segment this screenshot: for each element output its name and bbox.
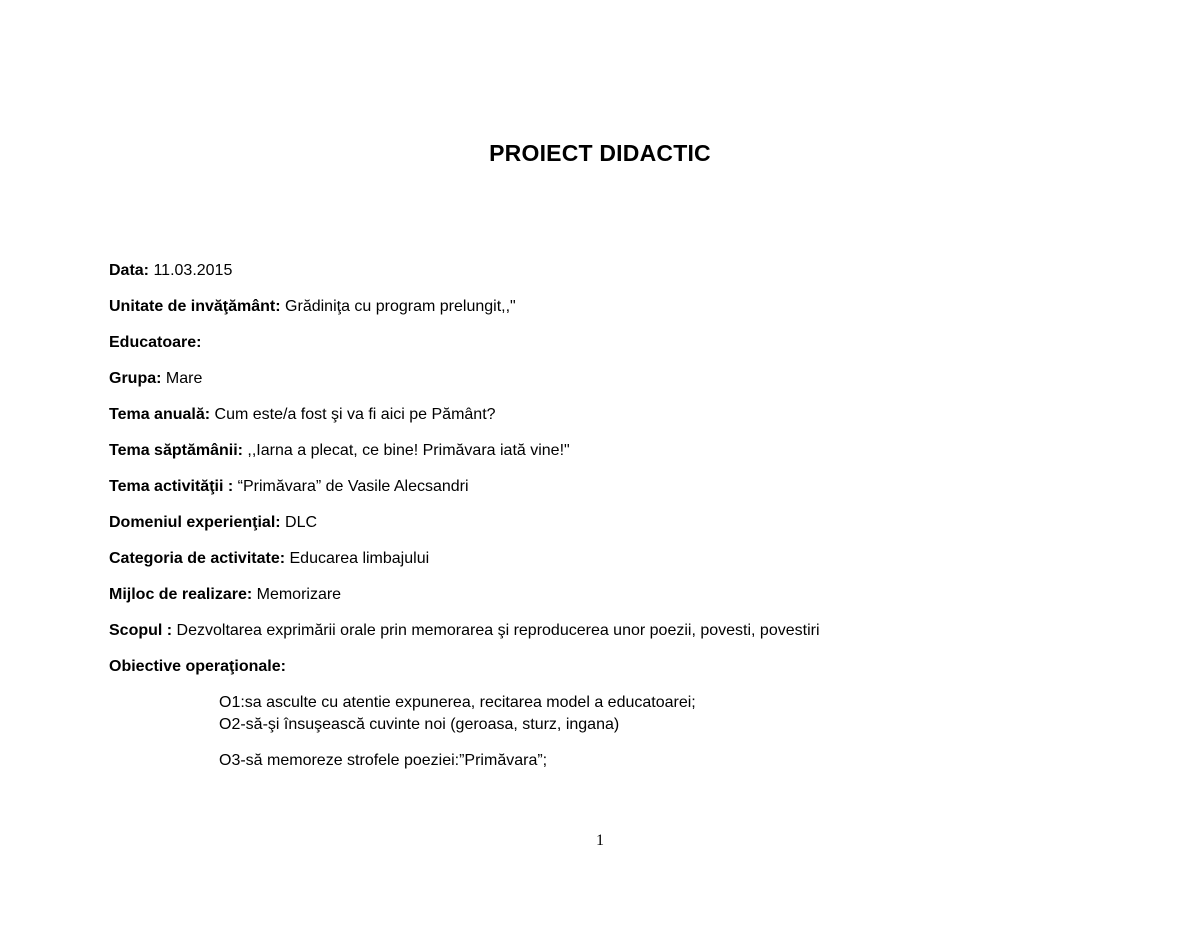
field-unitate <box>109 296 1109 318</box>
field-value: Dezvoltarea exprimării orale prin memorarea şi reproducerea unor poezii, povesti, povestiri <box>172 622 820 639</box>
field-label: Scopul : <box>109 622 173 639</box>
field-label: Tema anuală: <box>109 406 211 423</box>
objective-item: O1:sa asculte cu atentie expunerea, recitarea model a educatoarei; <box>219 694 696 711</box>
field-label: Mijloc de realizare: <box>109 586 253 603</box>
field-label: Categoria de activitate: <box>109 550 286 567</box>
field-data <box>109 260 1109 282</box>
field-value: Educarea limbajului <box>285 550 430 567</box>
field-value: Memorizare <box>252 586 342 603</box>
field-obiective <box>109 656 1109 678</box>
field-value: Mare <box>161 370 203 387</box>
document-title: PROIECT DIDACTIC <box>489 140 711 166</box>
field-label: Data: <box>109 262 150 279</box>
field-grupa <box>109 368 1109 390</box>
field-label: Obiective operaţionale: <box>109 658 286 675</box>
field-tema-anuala <box>109 404 1109 426</box>
field-value: “Primăvara” de Vasile Alecsandri <box>233 478 469 495</box>
field-label: Educatoare: <box>109 334 202 351</box>
field-label: Grupa: <box>109 370 162 387</box>
field-value: Grădiniţa cu program prelungit,," <box>280 298 516 315</box>
field-tema-activitatii <box>109 476 1109 498</box>
page-number: 1 <box>596 832 604 849</box>
field-educatoare <box>109 332 1109 354</box>
field-value: 11.03.2015 <box>149 262 233 279</box>
field-label: Domeniul experienţial: <box>109 514 281 531</box>
field-categoria <box>109 548 1109 570</box>
field-mijloc <box>109 584 1109 606</box>
field-domeniul <box>109 512 1109 534</box>
field-scopul <box>109 620 1109 642</box>
field-value: ,,Iarna a plecat, ce bine! Primăvara iată vine!" <box>242 442 570 459</box>
field-label: Tema săptămânii: <box>109 442 243 459</box>
field-tema-saptamanii <box>109 440 1109 462</box>
document-fields <box>109 260 1109 692</box>
objective-item: O2-să-şi însuşească cuvinte noi (geroasa, sturz, ingana) <box>219 716 620 733</box>
field-value: DLC <box>280 514 318 531</box>
objective-item: O3-să memoreze strofele poeziei:”Primăvara”; <box>219 752 548 769</box>
objectives-list <box>219 692 1019 772</box>
field-label: Tema activităţii : <box>109 478 234 495</box>
field-label: Unitate de invăţământ: <box>109 298 281 315</box>
field-value: Cum este/a fost şi va fi aici pe Pământ? <box>210 406 496 423</box>
